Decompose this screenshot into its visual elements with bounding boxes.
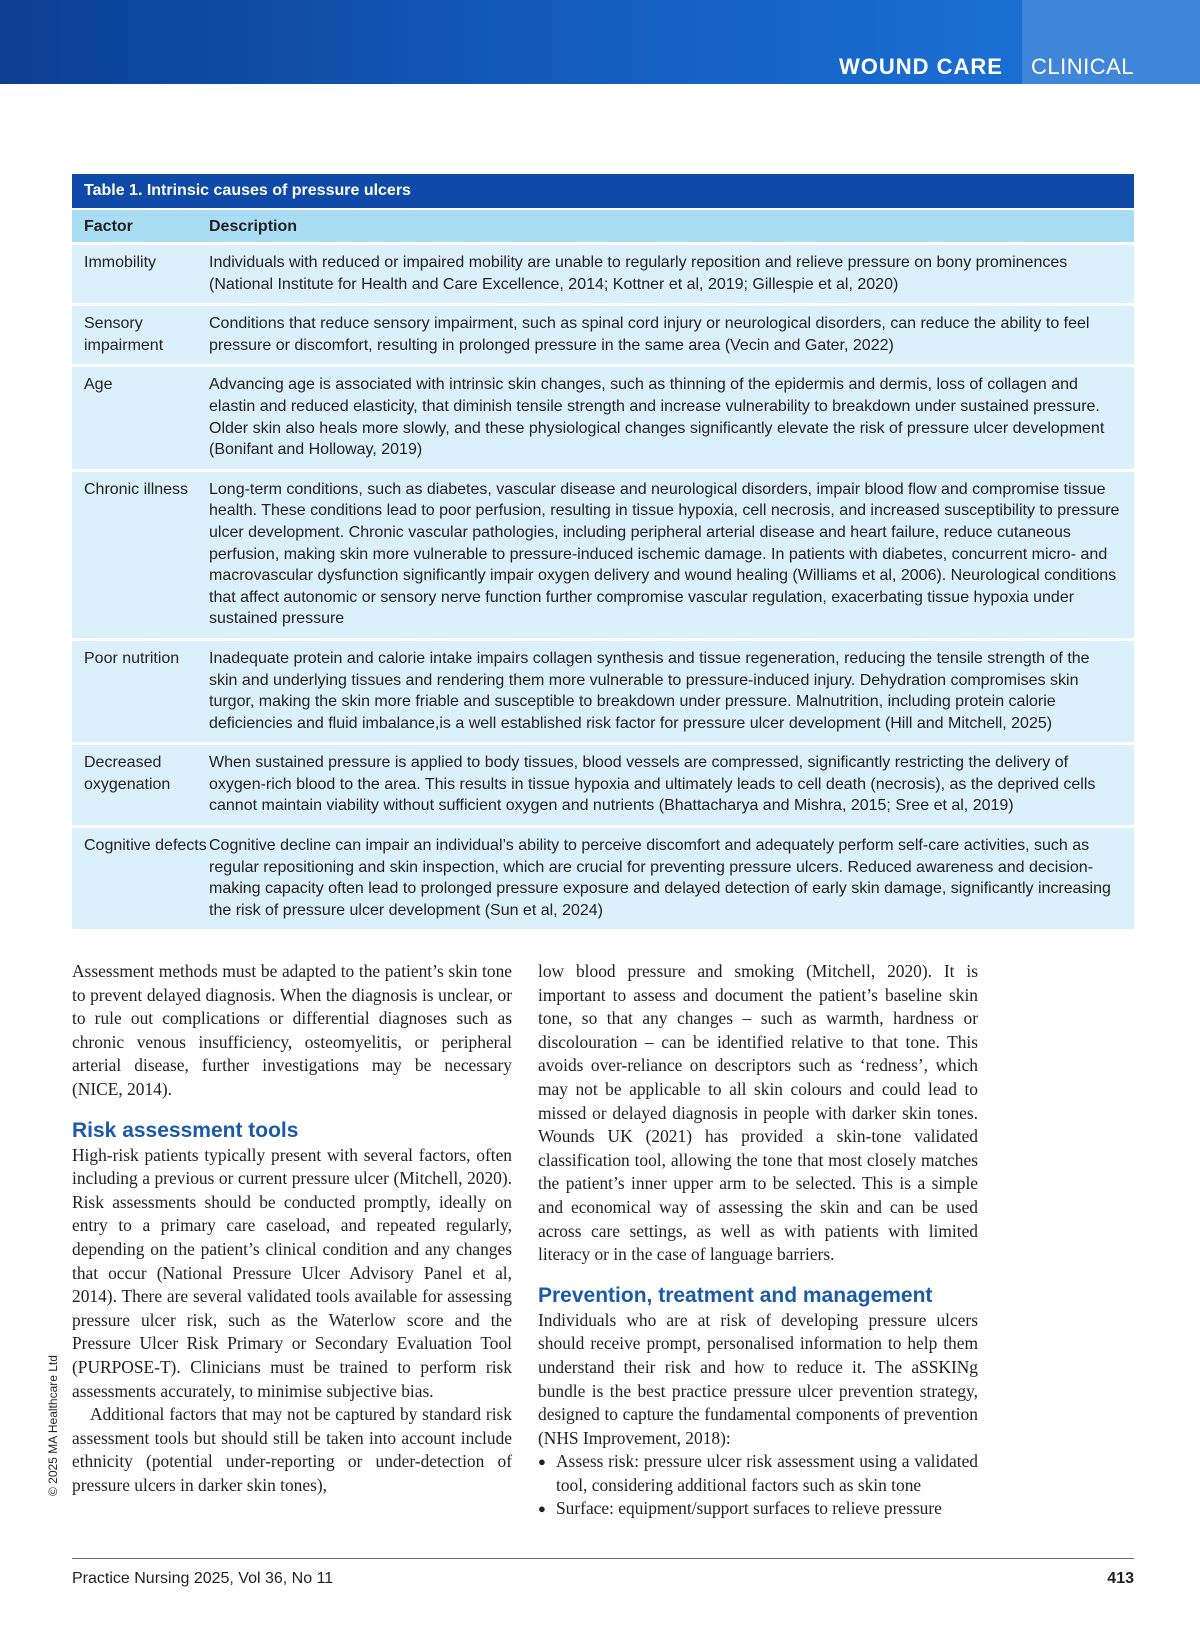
row-factor: Immobility	[84, 254, 157, 271]
body-paragraph: low blood pressure and smoking (Mitchell, 2020). It is important to assess and document the patient’s baseline skin tone, so that any changes – such as warmth, hardness or discolouration – can be identified relative to that tone. This avoids over-reliance on descriptors such as ‘redness’, which may not be applicable to all skin colours and could lead to missed or delayed diagnosis in people with darker skin tones. Wounds UK (2021) has provided a skin-tone validated classification tool, allowing the tone that most closely matches the patient’s inner upper arm to be selected. This is a simple and economical way of assessing the skin and can be used across care settings, as well as with patients with limited literacy or in the case of language barriers.	[538, 961, 978, 1265]
table-row	[72, 469, 1134, 638]
table-row	[72, 364, 1134, 468]
right-text-column	[538, 960, 978, 1521]
section-heading-prevention: Prevention, treatment and management	[538, 1283, 933, 1307]
column-header-factor: Factor	[84, 218, 133, 235]
body-paragraph: High-risk patients typically present with several factors, often including a previous or current pressure ulcer (Mitchell, 2020). Risk assessments should be conducted promptly, ideally on entry to a primary care caseload, and repeated regularly, depending on the patient’s clinical condition and any changes that occur (National Pressure Ulcer Advisory Panel et al, 2014). There are several validated tools available for assessing pressure ulcer risk, such as the Waterlow score and the Pressure Ulcer Risk Primary or Secondary Evaluation Tool (PURPOSE-T). Clinicians must be trained to perform risk assessments accurately, to minimise subjective bias.	[72, 1144, 512, 1401]
section-title: WOUND CARE	[838, 54, 1003, 79]
row-factor: Chronic illness	[84, 480, 189, 498]
journal-citation: Practice Nursing 2025, Vol 36, No 11	[72, 1570, 334, 1587]
row-description: Cognitive decline can impair an individual’s ability to perceive discomfort and adequately perform self-care activities, such as regular repositioning and skin inspection, which are crucial for preventing pressure ulcers. Reduced awareness and decision-making capacity often lead to prolonged pressure exposure and delayed detection of early skin damage, significantly increasing the risk of pressure ulcer development (Sun et al, 2024)	[209, 837, 1111, 919]
footer-divider	[72, 1558, 1134, 1559]
table-row	[72, 742, 1134, 825]
row-factor: Poor nutrition	[84, 649, 180, 667]
row-description: Advancing age is associated with intrinsic skin changes, such as thinning of the epidermis and dermis, loss of collagen and elastin and reduced elasticity, that diminish tensile strength and increase vulnerability to breakdown under sustained pressure. Older skin also heals more slowly, and these physiological changes significantly elevate the risk of pressure ulcer development (Bonifant and Holloway, 2019)	[209, 376, 1105, 459]
table-row	[72, 825, 1134, 929]
table-title: Table 1. Intrinsic causes of pressure ulcers	[72, 174, 1134, 208]
page-number: 413	[1107, 1570, 1134, 1587]
row-factor: Decreased oxygenation	[84, 754, 171, 793]
table-row	[72, 303, 1134, 364]
row-description: Individuals with reduced or impaired mobility are unable to regularly reposition and relieve pressure on bony prominences (National Institute for Health and Care Excellence, 2014; Kottner et al, 2019; Gillespie et al, 2020)	[209, 254, 1068, 293]
row-description: When sustained pressure is applied to body tissues, blood vessels are compressed, significantly restricting the delivery of oxygen-rich blood to the area. This results in tissue hypoxia and ultimately leads to cell death (necrosis), as the deprived cells cannot maintain viability without sufficient oxygen and nutrients (Bhattacharya and Mishra, 2015; Sree et al, 2019)	[209, 754, 1096, 815]
table-row	[72, 638, 1134, 742]
body-paragraph: Individuals who are at risk of developing pressure ulcers should receive prompt, personalised information to help them understand their risk and how to reduce it. The aSSKINg bundle is the best practice pressure ulcer prevention strategy, designed to capture the fundamental components of prevention (NHS Improvement, 2018):	[538, 1309, 978, 1448]
copyright-notice: © 2025 MA Healthcare Ltd	[46, 1355, 60, 1496]
section-header	[839, 52, 1134, 82]
list-item: ● Surface: equipment/support surfaces to relieve pressure	[538, 1497, 978, 1521]
column-header-description: Description	[209, 218, 298, 235]
row-description: Long-term conditions, such as diabetes, vascular disease and neurological disorders, impair blood flow and compromise tissue health. These conditions lead to poor perfusion, resulting in tissue hypoxia, cell necrosis, and increased susceptibility to pressure ulcer development. Chronic vascular pathologies, including peripheral arterial disease and heart failure, reduce cutaneous perfusion, making skin more vulnerable to pressure-induced ischemic damage. In patients with diabetes, concurrent micro- and macrovascular dysfunction significantly impair oxygen delivery and wound healing (Williams et al, 2006). Neurological conditions that affect autonomic or sensory nerve function further compromise vascular regulation, exacerbating tissue hypoxia under sustained pressure	[209, 480, 1120, 628]
row-factor: Sensory impairment	[84, 315, 164, 354]
bullet-list	[538, 1450, 978, 1521]
intro-paragraph: Assessment methods must be adapted to the patient’s skin tone to prevent delayed diagnosis. When the diagnosis is unclear, or to rule out complications or differential diagnoses such as chronic venous insufficiency, osteomyelitis, or peripheral arterial disease, further investigations may be necessary (NICE, 2014).	[72, 961, 512, 1099]
row-factor: Age	[84, 376, 113, 394]
row-description: Conditions that reduce sensory impairment, such as spinal cord injury or neurological disorders, can reduce the ability to feel pressure or discomfort, resulting in prolonged pressure in the same area (Vecin and Gater, 2022)	[209, 315, 1090, 354]
body-paragraph: Additional factors that may not be captured by standard risk assessment tools but should still be taken into account include ethnicity (potential under-reporting or under-detection of pressure ulcers in darker skin tones),	[72, 1404, 512, 1495]
row-description: Inadequate protein and calorie intake impairs collagen synthesis and tissue regeneration, reducing the tensile strength of the skin and underlying tissues and rendering them more vulnerable to pressure-induced injury. Dehydration compromises skin turgor, making the skin more friable and susceptible to breakdown under pressure. Malnutrition, including protein calorie deficiencies and fluid imbalance,is a well established risk factor for pressure ulcer development (Hill and Mitchell, 2025)	[209, 649, 1090, 732]
list-item: ● Assess risk: pressure ulcer risk assessment using a validated tool, considering additional factors such as skin tone	[538, 1450, 978, 1497]
section-category: CLINICAL	[1030, 54, 1134, 79]
table-row	[72, 242, 1134, 303]
table-header-row	[72, 208, 1134, 242]
left-text-column	[72, 960, 512, 1497]
causes-table	[72, 174, 1134, 929]
section-heading-risk-assessment: Risk assessment tools	[72, 1118, 299, 1142]
row-factor: Cognitive defects	[84, 837, 207, 855]
